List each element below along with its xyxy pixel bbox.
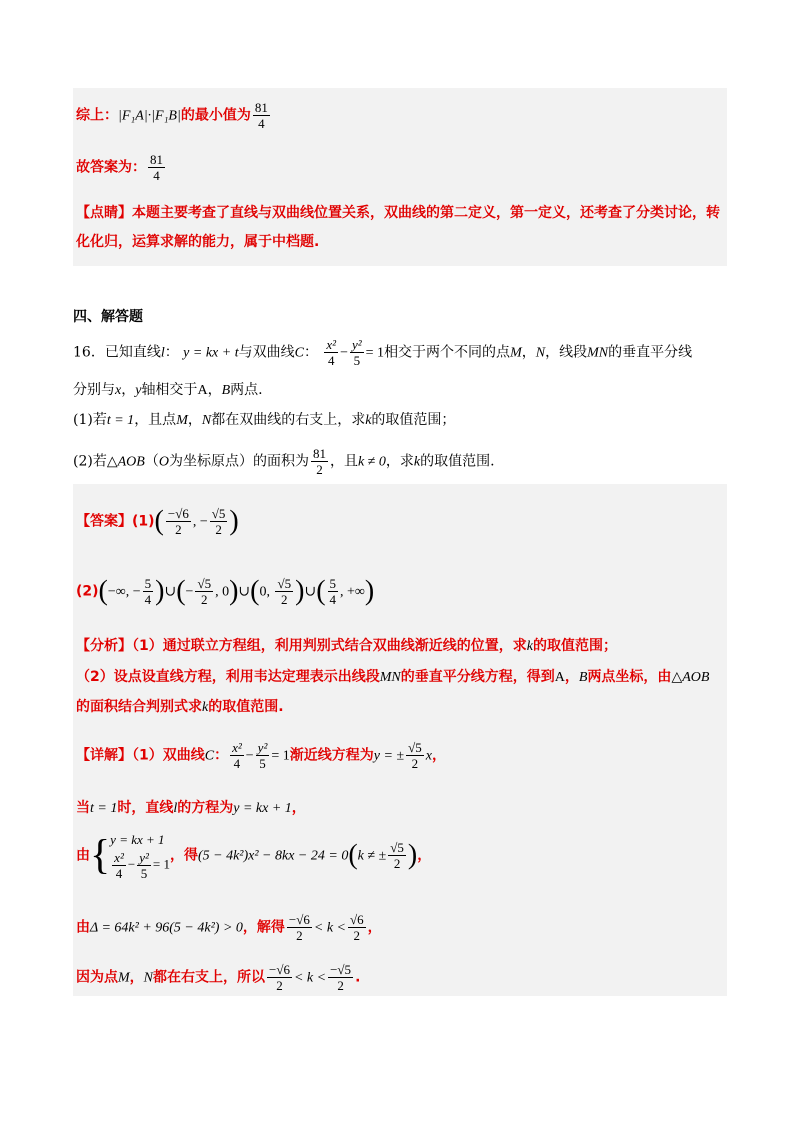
detail-line-5: 因为点M，N都在右支上，所以 $\frac{-√6}{2}$ < k < $\frac{-√5}{2}$ . xyxy=(76,962,361,993)
detail-line-1: 【详解】（1）双曲线C： $\frac{\text{x²}}{4}$ − $\frac{\text{y²}}{5}$ = 1渐近线方程为y = ± $\frac{√5}{2}$ x， xyxy=(76,740,446,771)
problem-line-1: 16．已知直线l： y = kx + t与双曲线C： $\frac{\text{x²}}{4}$ − $\frac{\text{y²}}{5}$ = 1相交于两个不同的点M，N，线段MN的垂直平分线 xyxy=(73,337,693,368)
question-1: (1)若t = 1，且点M，N都在双曲线的右支上，求k的取值范围； xyxy=(73,412,456,428)
question-2: (2)若△AOB（O为坐标原点）的面积为 $\frac{81}{2}$ ，且k ≠ 0，求k的取值范围. xyxy=(73,446,495,477)
summary-line: 综上：|F₁A|·|F₁B|的最小值为 $\frac{81}{4}$ xyxy=(76,100,268,131)
detail-line-2: 当t = 1时，直线l的方程为y = kx + 1， xyxy=(76,800,306,816)
detail-system-line: 由{ y = kx + 1 $\frac{\text{x²}}{4}$ − $\frac{\text{y²}}{5}$ = 1 ，得(5 − 4k²)x² − 8kx − 24 = 0(k ≠ ± $\frac{√5}{2}$ )， xyxy=(76,832,432,881)
analysis-line-1: 【分析】（1）通过联立方程组，利用判别式结合双曲线渐近线的位置，求k的取值范围； xyxy=(76,638,617,654)
analysis-line-2: （2）设点设直线方程，利用韦达定理表示出线段MN的垂直平分线方程，得到A，B两点坐标，由△AOB xyxy=(76,669,710,685)
comment-line-1: 【点睛】本题主要考查了直线与双曲线位置关系，双曲线的第二定义，第一定义，还考查了分类讨论，转 xyxy=(76,205,720,221)
detail-line-4: 由Δ = 64k² + 96(5 − 4k²) > 0，解得 $\frac{-√6}{2}$ < k < $\frac{√6}{2}$ ， xyxy=(76,912,382,943)
analysis-line-3: 的面积结合判别式求k的取值范围. xyxy=(76,699,284,715)
comment-line-2: 化化归，运算求解的能力，属于中档题. xyxy=(76,234,320,250)
answer-fraction: $\frac{81}{4}$ xyxy=(150,152,163,183)
answer-line: 故答案为： $\frac{81}{4}$ xyxy=(76,152,163,183)
answer-part-1: 【答案】(1)( $\frac{-√6}{2}$ , − $\frac{√5}{2}$ ) xyxy=(76,505,239,537)
problem-line-2: 分别与x，y轴相交于A，B两点. xyxy=(73,382,263,398)
min-value-fraction: $\frac{81}{4}$ xyxy=(254,100,268,131)
summary-expression: |F₁A|·|F₁B| xyxy=(118,108,181,124)
section-title: 四、解答题 xyxy=(73,309,143,325)
answer-part-2: (2)(−∞, − $\frac{5}{4}$ )∪(− $\frac{√5}{2}$ , 0)∪(0, $\frac{√5}{2}$ )∪( $\frac{5}{4}$ , +∞) xyxy=(76,575,375,607)
